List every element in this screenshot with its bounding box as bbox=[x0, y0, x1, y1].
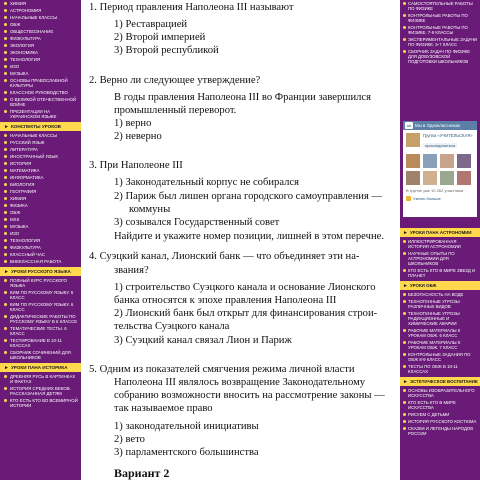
sidebar-link[interactable]: РУССКИЙ ЯЗЫК bbox=[0, 139, 81, 146]
bullet-icon bbox=[4, 176, 7, 179]
sidebar-link[interactable]: НАЧАЛЬНЫЕ КЛАССЫ bbox=[0, 132, 81, 139]
bullet-icon bbox=[403, 413, 406, 416]
vk-logo-icon: ok bbox=[406, 123, 412, 128]
section-header-astronomiya[interactable]: ► УРОКИ ПАНА АСТРОНОМИИ bbox=[400, 228, 480, 237]
sidebar-link[interactable]: ОСНОВЫ ПРАВОСЛАВНОЙ КУЛЬТУРЫ bbox=[0, 77, 81, 89]
bullet-icon bbox=[4, 58, 7, 61]
document-line: 1) строительство Суэцкого канала и основание Лионского bbox=[114, 282, 376, 293]
right-top-list bbox=[400, 0, 480, 65]
bullet-icon bbox=[4, 260, 7, 263]
document-line: коммуны bbox=[129, 204, 171, 215]
bullet-icon bbox=[4, 339, 7, 342]
bullet-icon bbox=[4, 110, 7, 113]
bullet-icon bbox=[4, 225, 7, 228]
section-header-obzh[interactable]: ► УРОКИ ОБЖ bbox=[400, 281, 480, 290]
right-sidebar bbox=[400, 0, 480, 480]
bullet-icon bbox=[4, 303, 7, 306]
bullet-icon bbox=[4, 204, 7, 207]
document-line: 3. При Наполеоне III bbox=[89, 160, 183, 171]
document-line: 1) верно bbox=[114, 118, 152, 129]
sidebar-link[interactable]: ИЛЛЮСТРИРОВАННАЯ ИСТОРИЯ АСТРОНОМИИ bbox=[400, 238, 480, 250]
document-line: банка относятся к эпохе правления Наполеона III bbox=[114, 295, 337, 306]
social-widget bbox=[403, 121, 477, 217]
bullet-icon bbox=[4, 218, 7, 221]
bullet-icon bbox=[4, 141, 7, 144]
variant-heading: Вариант 2 bbox=[114, 466, 170, 480]
sidebar-link[interactable]: СБОРНИК ЗАДАЧ ПО ФИЗИКЕ ДЛЯ ДОВУЗОВСКОЙ ПОДГОТОВКИ ШКОЛЬНИКОВ bbox=[400, 48, 480, 65]
bullet-icon bbox=[403, 293, 406, 296]
document-line: 3) Второй республикой bbox=[114, 45, 219, 56]
sidebar-link[interactable]: ОБЖ bbox=[0, 21, 81, 28]
sidebar-link[interactable]: ВНЕКЛАССНАЯ РАБОТА bbox=[0, 258, 81, 265]
bullet-icon bbox=[4, 44, 7, 47]
bullet-icon bbox=[4, 279, 7, 282]
bullet-icon bbox=[4, 91, 7, 94]
bullet-icon bbox=[4, 315, 7, 318]
members-count: В группе уже 10 262 участника bbox=[406, 188, 464, 193]
bullet-icon bbox=[4, 232, 7, 235]
sidebar-link[interactable]: ОБЩЕСТВОЗНАНИЕ bbox=[0, 28, 81, 35]
bullet-icon bbox=[4, 30, 7, 33]
bullet-icon bbox=[403, 252, 406, 255]
sidebar-link[interactable]: ИСТОРИЯ СРЕДНИХ ВЕКОВ. РАССКАЗАННАЯ ДЕТЯМ bbox=[0, 385, 81, 397]
sidebar-link[interactable]: ИНОСТРАННЫЙ ЯЗЫК bbox=[0, 153, 81, 160]
document-line: 1) Реставрацией bbox=[114, 19, 188, 30]
document-line: 1) Законодательный корпус не собирался bbox=[114, 177, 299, 188]
sidebar-link[interactable]: РАБОЧИЕ МАТЕРИАЛЫ К УРОКАМ ОБЖ. 6 КЛАСС bbox=[400, 327, 480, 339]
bullet-icon bbox=[403, 14, 406, 17]
sidebar-link[interactable]: НАЧАЛЬНЫЕ КЛАССЫ bbox=[0, 14, 81, 21]
join-group-link[interactable]: присоединиться bbox=[425, 143, 456, 148]
bullet-icon bbox=[403, 329, 406, 332]
bullet-icon bbox=[403, 427, 406, 430]
bullet-icon bbox=[4, 51, 7, 54]
sidebar-link[interactable]: СКАЗКИ И ЛЕГЕНДЫ НАРОДОВ РОССИИ bbox=[400, 425, 480, 437]
bullet-icon bbox=[4, 148, 7, 151]
bullet-icon bbox=[403, 353, 406, 356]
sidebar-link[interactable]: ИЗО bbox=[0, 230, 81, 237]
sidebar-link[interactable]: ТЕХНОГЕННЫЕ УГРОЗЫ РАЗЛИЧНЫХ ВИДОВ bbox=[400, 298, 480, 310]
group-name[interactable]: Группа «УЧИТЕЛЬСКАЯ» bbox=[423, 133, 473, 138]
member-avatars bbox=[403, 152, 477, 187]
document-line: 1. Период правления Наполеона III называют bbox=[89, 2, 294, 13]
bullet-icon bbox=[403, 269, 406, 272]
sidebar-link[interactable]: РАБОЧИЕ МАТЕРИАЛЫ К УРОКАМ ОБЖ. 7 КЛАСС bbox=[400, 339, 480, 351]
document-line: Найдите и укажите номер позиции, лишней в этом перечне. bbox=[114, 231, 384, 242]
sidebar-link[interactable]: ТЕМАТИЧЕСКИЕ ТЕСТЫ. 6 КЛАСС bbox=[0, 325, 81, 337]
bullet-icon bbox=[4, 351, 7, 354]
sidebar-link[interactable]: ИСТОРИЯ РУССКОГО КОСТЮМА bbox=[400, 418, 480, 425]
member-avatar[interactable] bbox=[423, 171, 437, 185]
sidebar-link[interactable]: МХК bbox=[0, 216, 81, 223]
bullet-icon bbox=[4, 134, 7, 137]
sidebar-link[interactable]: КЛАССНОЕ РУКОВОДСТВО bbox=[0, 89, 81, 96]
sidebar-link[interactable]: БЕЗОПАСНОСТЬ НА ВОДЕ bbox=[400, 291, 480, 298]
bullet-icon bbox=[4, 246, 7, 249]
document-line: 3) Суэцкий канал связал Лион и Париж bbox=[114, 335, 292, 346]
section-header-estet[interactable]: ► ЭСТЕТИЧЕСКОЕ ВОСПИТАНИЕ bbox=[400, 377, 480, 386]
document-line: 2) Второй империей bbox=[114, 32, 206, 43]
sidebar-link[interactable]: ОСНОВЫ ИЗОБРАЗИТЕЛЬНОГО ИСКУССТВА bbox=[400, 387, 480, 399]
document-line: так называемое право bbox=[114, 403, 213, 414]
document-line: 3) парламентского большинства bbox=[114, 447, 259, 458]
social-group[interactable] bbox=[403, 130, 477, 152]
bullet-icon bbox=[4, 387, 7, 390]
document-line: 2) вето bbox=[114, 434, 145, 445]
sidebar-link[interactable]: О ВЕЛИКОЙ ОТЕЧЕСТВЕННОЙ ВОЙНЕ bbox=[0, 96, 81, 108]
document-line: В годы правления Наполеона III во Франции завершился bbox=[114, 92, 371, 103]
document-line: промышленный переворот. bbox=[114, 105, 237, 116]
document-page bbox=[81, 0, 400, 480]
sidebar-link[interactable]: ЭКОНОМИКА bbox=[0, 49, 81, 56]
sidebar-link[interactable]: ПРЕЗЕНТАЦИИ НА УКРАИНСКОМ ЯЗЫКЕ bbox=[0, 108, 81, 120]
document-line: Наполеона III являлось возвращение Законодательному bbox=[114, 377, 366, 388]
section-header-konspekty[interactable]: ► КОНСПЕКТЫ УРОКОВ bbox=[0, 122, 81, 131]
bullet-icon bbox=[4, 183, 7, 186]
sidebar-link[interactable]: ЭКСПЕРИМЕНТАЛЬНЫЕ ЗАДАЧИ ПО ФИЗИКЕ. 5-7 КЛАСС bbox=[400, 36, 480, 48]
sidebar-link[interactable]: ДРЕВНЯЯ РУСЬ В КАРТИНКАХ И ФАКТАХ bbox=[0, 373, 81, 385]
sidebar-link[interactable]: ФИЗИКА bbox=[0, 202, 81, 209]
document-line: 5. Одним из показателей смягчения режима личной власти bbox=[89, 364, 355, 375]
bullet-icon bbox=[403, 300, 406, 303]
sidebar-link[interactable]: ТЕСТЫ ПО ОБЖ В 10-11 КЛАССАХ bbox=[400, 363, 480, 375]
document-line: 4. Суэцкий канал, Лионский банк — что объединяет эти на- bbox=[89, 251, 360, 262]
bullet-icon bbox=[403, 401, 406, 404]
member-avatar[interactable] bbox=[423, 154, 437, 168]
member-avatar[interactable] bbox=[457, 154, 471, 168]
sidebar-link[interactable]: САМОСТОЯТЕЛЬНЫЕ РАБОТЫ ПО ФИЗИКЕ bbox=[400, 0, 480, 12]
social-widget-header[interactable]: ok Мы в Одноклассниках bbox=[403, 121, 477, 130]
group-avatar bbox=[406, 133, 420, 147]
member-avatar[interactable] bbox=[457, 171, 471, 185]
bullet-icon bbox=[4, 37, 7, 40]
bullet-icon bbox=[403, 312, 406, 315]
bullet-icon bbox=[4, 2, 7, 5]
bullet-icon bbox=[4, 327, 7, 330]
document-line: 3) созывался Государственный совет bbox=[114, 217, 280, 228]
document-line: 1) законодательной инициативы bbox=[114, 421, 259, 432]
learn-more-link[interactable]: Узнать больше bbox=[403, 194, 477, 203]
sidebar-link[interactable]: РИСУЕМ С ДЕТЬМИ bbox=[400, 411, 480, 418]
sidebar-link[interactable]: ХИМИЯ bbox=[0, 0, 81, 7]
bullet-icon bbox=[403, 341, 406, 344]
bullet-icon bbox=[4, 9, 7, 12]
arrow-right-icon: ► bbox=[403, 378, 408, 385]
section-header-russkiy[interactable]: ► УРОКИ РУССКОГО ЯЗЫКА bbox=[0, 267, 81, 276]
sidebar-link[interactable]: КИМ ПО РУССКОМУ ЯЗЫКУ. 5 КЛАСС bbox=[0, 289, 81, 301]
sidebar-link[interactable]: КТО ЕСТЬ КТО ВО ВСЕМИРНОЙ ИСТОРИИ bbox=[0, 397, 81, 409]
sidebar-link[interactable]: ИНФОРМАТИКА bbox=[0, 174, 81, 181]
bullet-icon bbox=[4, 162, 7, 165]
bullet-icon bbox=[4, 190, 7, 193]
sidebar-link[interactable]: ФИЗКУЛЬТУРА bbox=[0, 35, 81, 42]
sidebar-link[interactable]: НАУЧНЫЕ ОПЫТЫ ПО АСТРОНОМИИ ДЛЯ ШКОЛЬНИКОВ bbox=[400, 250, 480, 267]
sidebar-link[interactable]: ТЕХНОЛОГИЯ bbox=[0, 237, 81, 244]
bullet-icon bbox=[403, 389, 406, 392]
bullet-icon bbox=[4, 291, 7, 294]
bullet-icon bbox=[403, 365, 406, 368]
document-line: 2. Верно ли следующее утверждение? bbox=[89, 75, 261, 86]
sidebar-link[interactable]: АСТРОНОМИЯ bbox=[0, 7, 81, 14]
sidebar-link[interactable]: ТЕСТИРОВАНИЕ В 10-11 КЛАССАХ bbox=[0, 337, 81, 349]
sidebar-link[interactable]: КТО ЕСТЬ КТО В МИРЕ ЗВЕЗД И ПЛАНЕТ bbox=[400, 267, 480, 279]
member-avatar[interactable] bbox=[440, 171, 454, 185]
sidebar-link[interactable]: СБОРНИК СОЧИНЕНИЙ ДЛЯ ШКОЛЬНИКОВ bbox=[0, 349, 81, 361]
bullet-icon bbox=[4, 155, 7, 158]
bullet-icon bbox=[4, 65, 7, 68]
bullet-icon bbox=[4, 253, 7, 256]
sidebar-link[interactable]: ПОЛНЫЙ КУРС РУССКОГО ЯЗЫКА bbox=[0, 277, 81, 289]
member-avatar[interactable] bbox=[406, 171, 420, 185]
bullet-icon bbox=[4, 16, 7, 19]
arrow-right-icon: ► bbox=[403, 282, 408, 289]
document-line: 2) Париж был лишен органа городского самоуправления — bbox=[114, 191, 383, 202]
sidebar-link[interactable]: МАТЕМАТИКА bbox=[0, 167, 81, 174]
ok-icon bbox=[406, 196, 411, 201]
bullet-icon bbox=[403, 26, 406, 29]
sidebar-link[interactable]: ХИМИЯ bbox=[0, 195, 81, 202]
bullet-icon bbox=[4, 239, 7, 242]
bullet-icon bbox=[4, 375, 7, 378]
document-line: 2) неверно bbox=[114, 131, 162, 142]
bullet-icon bbox=[4, 399, 7, 402]
sidebar-link[interactable]: ЭКОЛОГИЯ bbox=[0, 42, 81, 49]
bullet-icon bbox=[403, 50, 406, 53]
bullet-icon bbox=[4, 98, 7, 101]
sidebar-link[interactable]: МУЗЫКА bbox=[0, 223, 81, 230]
left-sidebar bbox=[0, 0, 81, 480]
bullet-icon bbox=[403, 38, 406, 41]
bullet-icon bbox=[403, 240, 406, 243]
bullet-icon bbox=[4, 79, 7, 82]
bullet-icon bbox=[403, 420, 406, 423]
arrow-right-icon: ► bbox=[403, 229, 408, 236]
sidebar-link[interactable]: ТЕХНОЛОГИЯ bbox=[0, 56, 81, 63]
bullet-icon bbox=[4, 197, 7, 200]
sidebar-link[interactable]: ИСТОРИЯ bbox=[0, 160, 81, 167]
right-bottom-list bbox=[400, 226, 480, 437]
bullet-icon bbox=[4, 169, 7, 172]
arrow-right-icon: ► bbox=[4, 364, 9, 371]
arrow-right-icon: ► bbox=[4, 268, 9, 275]
sidebar-link[interactable]: ФИЗКУЛЬТУРА bbox=[0, 244, 81, 251]
sidebar-link[interactable]: КТО ЕСТЬ КТО В МИРЕ ИСКУССТВА bbox=[400, 399, 480, 411]
sidebar-link[interactable]: ОБЖ bbox=[0, 209, 81, 216]
sidebar-link[interactable]: БИОЛОГИЯ bbox=[0, 181, 81, 188]
sidebar-link[interactable]: КОНТРОЛЬНЫЕ РАБОТЫ ПО ФИЗИКЕ bbox=[400, 12, 480, 24]
sidebar-link[interactable]: МУЗЫКА bbox=[0, 70, 81, 77]
sidebar-link[interactable]: КЛАССНЫЙ ЧАС bbox=[0, 251, 81, 258]
sidebar-link[interactable]: КИМ ПО РУССКОМУ ЯЗЫКУ. 6 КЛАСС bbox=[0, 301, 81, 313]
document-line: тельства Суэцкого канала bbox=[114, 321, 230, 332]
bullet-icon bbox=[403, 2, 406, 5]
sidebar-link[interactable]: ИЗО bbox=[0, 63, 81, 70]
sidebar-link[interactable]: ТЕХНОГЕННЫЕ УГРОЗЫ РАДИАЦИОННЫЕ И ХИМИЧЕСКИЕ АВАРИИ bbox=[400, 310, 480, 327]
bullet-icon bbox=[4, 23, 7, 26]
sidebar-link[interactable]: ДИДАКТИЧЕСКИЕ РАБОТЫ ПО РУССКОМУ ЯЗЫКУ В 6 КЛАССЕ bbox=[0, 313, 81, 325]
bullet-icon bbox=[4, 72, 7, 75]
sidebar-link[interactable]: ЛИТЕРАТУРА bbox=[0, 146, 81, 153]
member-avatar[interactable] bbox=[440, 154, 454, 168]
bullet-icon bbox=[4, 211, 7, 214]
sidebar-link[interactable]: КОНТРОЛЬНЫЕ РАБОТЫ ПО ФИЗИКЕ. 7-9 КЛАССЫ bbox=[400, 24, 480, 36]
sidebar-link[interactable]: КОНТРОЛЬНЫЕ ЗАДАНИЯ ПО ОБЖ 8-9 КЛАСС bbox=[400, 351, 480, 363]
section-header-istoriya[interactable]: ► УРОКИ ПАНА ИСТОРИКА bbox=[0, 363, 81, 372]
document-line: 2) Лионский банк был открыт для финансирования строи- bbox=[114, 308, 378, 319]
arrow-right-icon: ► bbox=[4, 123, 9, 130]
document-line: звания? bbox=[114, 265, 149, 276]
document-line: собранию возможности вносить на рассмотрение законы — bbox=[114, 390, 385, 401]
member-avatar[interactable] bbox=[406, 154, 420, 168]
sidebar-link[interactable]: ГЕОГРАФИЯ bbox=[0, 188, 81, 195]
